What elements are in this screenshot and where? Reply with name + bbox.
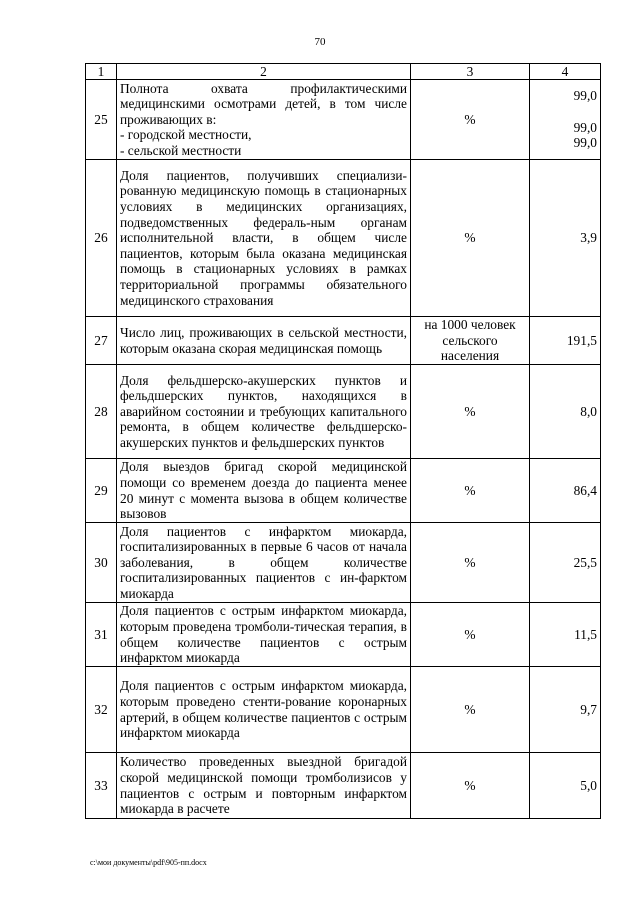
row-value-line: 99,0 <box>573 88 597 104</box>
table-row <box>86 667 601 753</box>
row-description: Доля пациентов с инфарктом миокарда, госпитализированных в первые 6 часов от начала заболевания, в общем количестве госпитализированных пациентов с ин-фарктом миокарда <box>117 523 411 603</box>
row-number: 29 <box>86 459 117 523</box>
row-unit: на 1000 человек сельского населения <box>411 317 530 365</box>
column-header: 2 <box>117 64 411 80</box>
table-row <box>86 365 601 459</box>
row-number: 31 <box>86 603 117 667</box>
row-number: 25 <box>86 80 117 160</box>
column-header: 4 <box>530 64 601 80</box>
table-row <box>86 523 601 603</box>
row-description <box>117 80 411 160</box>
column-header: 3 <box>411 64 530 80</box>
table-row <box>86 459 601 523</box>
row-number: 32 <box>86 667 117 753</box>
row-description: Доля пациентов с острым инфарктом миокарда, которым проведено стенти-рование коронарных артерий, в общем количестве пациентов с острым инфарктом миокарда <box>117 667 411 753</box>
row-description: Доля пациентов, получивших специализи-рованную медицинскую помощь в стационарных условиях в медицинских организациях, подведомственных федераль-ным органам исполнительной власти, в общем числе пациентов, которым была оказана медицинская помощь в стационарных условиях в рамках территориальной программы обязательного медицинского страхования <box>117 160 411 317</box>
row-value: 191,5 <box>530 317 601 365</box>
row-description-text: Полнота охвата профилактическими медицинскими осмотрами детей, в том числе проживающих в: <box>120 80 407 127</box>
table-row <box>86 603 601 667</box>
row-unit: % <box>411 603 530 667</box>
row-sublist-item: - сельской местности <box>120 142 242 158</box>
row-number: 33 <box>86 753 117 819</box>
row-unit: % <box>411 365 530 459</box>
indicator-table <box>85 63 601 819</box>
row-number: 28 <box>86 365 117 459</box>
table-header-row <box>86 64 601 80</box>
row-unit: % <box>411 80 530 160</box>
row-description: Доля фельдшерско-акушерских пунктов и фельдшерских пунктов, находящихся в аварийном состоянии и требующих капитального ремонта, в общем количестве фельдшерско-акушерских пунктов и фельдшерских пунктов <box>117 365 411 459</box>
row-description: Доля выездов бригад скорой медицинской помощи со временем доезда до пациента менее 20 минут с момента вызова в общем количестве вызовов <box>117 459 411 523</box>
row-unit: % <box>411 753 530 819</box>
table-row <box>86 317 601 365</box>
row-number: 27 <box>86 317 117 365</box>
row-number: 26 <box>86 160 117 317</box>
footer-file-path: c:\мои документы\pdf\905-пп.docx <box>90 858 207 867</box>
row-value: 9,7 <box>530 667 601 753</box>
row-value-line: 99,0 <box>573 119 597 135</box>
row-value: 8,0 <box>530 365 601 459</box>
row-description: Доля пациентов с острым инфарктом миокарда, которым проведена тромболи-тическая терапия, в общем количестве пациентов с острым инфарктом миокарда <box>117 603 411 667</box>
row-description: Число лиц, проживающих в сельской местности, которым оказана скорая медицинская помощь <box>117 317 411 365</box>
row-value: 86,4 <box>530 459 601 523</box>
row-unit: % <box>411 160 530 317</box>
row-unit: % <box>411 667 530 753</box>
row-value <box>530 80 601 160</box>
row-unit: % <box>411 523 530 603</box>
row-value: 25,5 <box>530 523 601 603</box>
row-unit: % <box>411 459 530 523</box>
row-value: 11,5 <box>530 603 601 667</box>
row-value-line: 99,0 <box>573 135 597 151</box>
row-value: 3,9 <box>530 160 601 317</box>
table-row <box>86 80 601 160</box>
row-sublist-item: - городской местности, <box>120 127 252 143</box>
page-number: 70 <box>314 36 326 48</box>
row-value: 5,0 <box>530 753 601 819</box>
row-number: 30 <box>86 523 117 603</box>
table-row <box>86 160 601 317</box>
row-description: Количество проведенных выездной бригадой скорой медицинской помощи тромболизисов у пациентов с острым и повторным инфарктом миокарда в расчете <box>117 753 411 819</box>
table-row <box>86 753 601 819</box>
column-header: 1 <box>86 64 117 80</box>
